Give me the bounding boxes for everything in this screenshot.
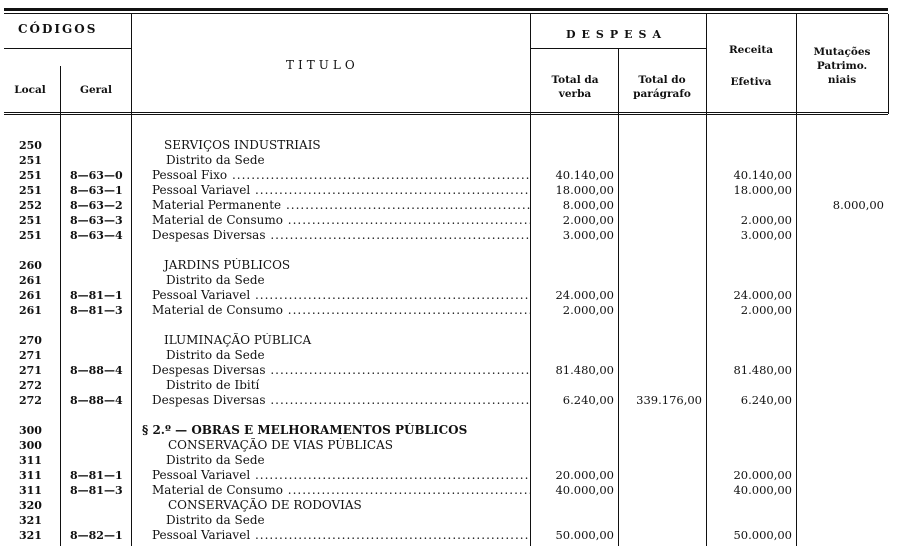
receita-efetiva-value: 40.000,00	[733, 483, 792, 497]
table-row	[0, 438, 904, 453]
total-verba-value: 2.000,00	[562, 303, 614, 317]
total-verba-value: 2.000,00	[562, 213, 614, 227]
header-geral: Geral	[80, 84, 112, 96]
row-title: Distrito da Sede	[166, 153, 265, 167]
table-row	[0, 288, 904, 303]
table-row	[0, 303, 904, 318]
code-local: 261	[19, 289, 42, 302]
row-title: Pessoal Variavel .....	[152, 183, 530, 198]
row-title: Distrito de Ibití	[166, 378, 260, 392]
header-despesa: DESPESA	[566, 28, 668, 41]
table-row	[0, 483, 904, 498]
table-row	[0, 168, 904, 183]
code-local: 250	[19, 139, 42, 152]
table-row	[0, 183, 904, 198]
code-geral: 8—81—3	[70, 304, 123, 317]
code-geral: 8—88—4	[70, 394, 123, 407]
header-efetiva: Efetiva	[730, 76, 772, 88]
code-local: 311	[19, 469, 42, 482]
table-row	[0, 498, 904, 513]
row-title: Material Permanente .....	[152, 198, 530, 213]
code-local: 311	[19, 484, 42, 497]
table-row	[0, 363, 904, 378]
receita-efetiva-value: 18.000,00	[733, 183, 792, 197]
code-geral: 8—81—1	[70, 469, 123, 482]
row-title: Pessoal Variavel .....	[152, 528, 530, 543]
table-row	[0, 348, 904, 363]
row-title: CONSERVAÇÃO DE RODOVIAS	[168, 498, 362, 512]
receita-efetiva-value: 24.000,00	[733, 288, 792, 302]
code-local: 300	[19, 439, 42, 452]
top-rule-thick	[4, 8, 888, 11]
table-row	[0, 213, 904, 228]
code-geral: 8—82—1	[70, 529, 123, 542]
total-verba-value: 3.000,00	[562, 228, 614, 242]
total-verba-value: 20.000,00	[555, 468, 614, 482]
table-row	[0, 153, 904, 168]
total-verba-value: 81.480,00	[555, 363, 614, 377]
receita-efetiva-value: 50.000,00	[733, 528, 792, 542]
code-local: 320	[19, 499, 42, 512]
header-titulo: TITULO	[286, 58, 359, 72]
code-geral: 8—63—3	[70, 214, 123, 227]
code-local: 271	[19, 364, 42, 377]
header-codigos: CÓDIGOS	[18, 22, 98, 36]
total-verba-value: 40.000,00	[555, 483, 614, 497]
receita-efetiva-value: 3.000,00	[740, 228, 792, 242]
top-rule-thin	[4, 13, 888, 14]
codigos-underline	[4, 48, 131, 49]
code-local: 251	[19, 214, 42, 227]
receita-efetiva-value: 2.000,00	[740, 303, 792, 317]
header-total-paragrafo-1: Total do	[638, 74, 686, 86]
code-geral: 8—63—4	[70, 229, 123, 242]
receita-efetiva-value: 81.480,00	[733, 363, 792, 377]
row-title: Despesas Diversas .....	[152, 363, 530, 378]
total-verba-value: 40.140,00	[555, 168, 614, 182]
code-geral: 8—63—1	[70, 184, 123, 197]
code-local: 272	[19, 379, 42, 392]
row-title: § 2.º — OBRAS E MELHORAMENTOS PÚBLICOS	[142, 423, 468, 437]
code-local: 300	[19, 424, 42, 437]
code-local: 321	[19, 529, 42, 542]
code-local: 251	[19, 184, 42, 197]
code-local: 251	[19, 154, 42, 167]
code-geral: 8—81—1	[70, 289, 123, 302]
code-local: 311	[19, 454, 42, 467]
table-row	[0, 258, 904, 273]
header-mutacoes-2: Patrimo.	[816, 60, 868, 72]
header-mutacoes-3: niais	[827, 74, 857, 86]
header-total-verba-2: verba	[558, 88, 592, 100]
code-geral: 8—63—0	[70, 169, 123, 182]
row-title: Despesas Diversas .....	[152, 228, 530, 243]
table-row	[0, 228, 904, 243]
row-title: Pessoal Fixo .....	[152, 168, 530, 183]
table-row	[0, 513, 904, 528]
row-title: Distrito da Sede	[166, 513, 265, 527]
table-row	[0, 198, 904, 213]
col-rule-right	[888, 14, 889, 114]
table-row	[0, 423, 904, 438]
total-verba-value: 50.000,00	[555, 528, 614, 542]
row-title: Material de Consumo .....	[152, 303, 530, 318]
row-title: Distrito da Sede	[166, 348, 265, 362]
header-bottom-rule-2	[4, 114, 888, 115]
code-geral: 8—63—2	[70, 199, 123, 212]
mutacoes-value: 8.000,00	[832, 198, 884, 212]
table-row	[0, 393, 904, 408]
row-title: Distrito da Sede	[166, 453, 265, 467]
code-geral: 8—81—3	[70, 484, 123, 497]
code-local: 260	[19, 259, 42, 272]
header-receita: Receita	[728, 44, 774, 56]
code-local: 272	[19, 394, 42, 407]
table-row	[0, 273, 904, 288]
receita-efetiva-value: 2.000,00	[740, 213, 792, 227]
row-title: Material de Consumo .....	[152, 213, 530, 228]
total-verba-value: 24.000,00	[555, 288, 614, 302]
table-row	[0, 333, 904, 348]
row-title: Distrito da Sede	[166, 273, 265, 287]
total-verba-value: 8.000,00	[562, 198, 614, 212]
code-local: 261	[19, 304, 42, 317]
header-local: Local	[14, 84, 46, 96]
total-paragrafo-value: 339.176,00	[636, 393, 702, 407]
receita-efetiva-value: 20.000,00	[733, 468, 792, 482]
code-geral: 8—88—4	[70, 364, 123, 377]
table-row	[0, 453, 904, 468]
header-bottom-rule	[4, 112, 888, 113]
header-total-verba-1: Total da	[551, 74, 599, 86]
table-row	[0, 138, 904, 153]
row-title: Pessoal Variavel .....	[152, 468, 530, 483]
row-title: SERVIÇOS INDUSTRIAIS	[164, 138, 321, 152]
row-title: Pessoal Variavel .....	[152, 288, 530, 303]
header-mutacoes-1: Mutações	[813, 46, 871, 58]
code-local: 270	[19, 334, 42, 347]
row-title: ILUMINAÇÃO PÚBLICA	[164, 333, 312, 347]
table-row	[0, 528, 904, 543]
row-title: JARDINS PÚBLICOS	[164, 258, 291, 272]
code-local: 251	[19, 229, 42, 242]
row-title: Despesas Diversas .....	[152, 393, 530, 408]
row-title: CONSERVAÇÃO DE VIAS PÚBLICAS	[168, 438, 393, 452]
total-verba-value: 18.000,00	[555, 183, 614, 197]
total-verba-value: 6.240,00	[562, 393, 614, 407]
table-row	[0, 468, 904, 483]
receita-efetiva-value: 40.140,00	[733, 168, 792, 182]
header-total-paragrafo-2: parágrafo	[633, 88, 691, 100]
code-local: 321	[19, 514, 42, 527]
code-local: 271	[19, 349, 42, 362]
code-local: 251	[19, 169, 42, 182]
receita-efetiva-value: 6.240,00	[740, 393, 792, 407]
code-local: 252	[19, 199, 42, 212]
table-row	[0, 378, 904, 393]
code-local: 261	[19, 274, 42, 287]
row-title: Material de Consumo .....	[152, 483, 530, 498]
